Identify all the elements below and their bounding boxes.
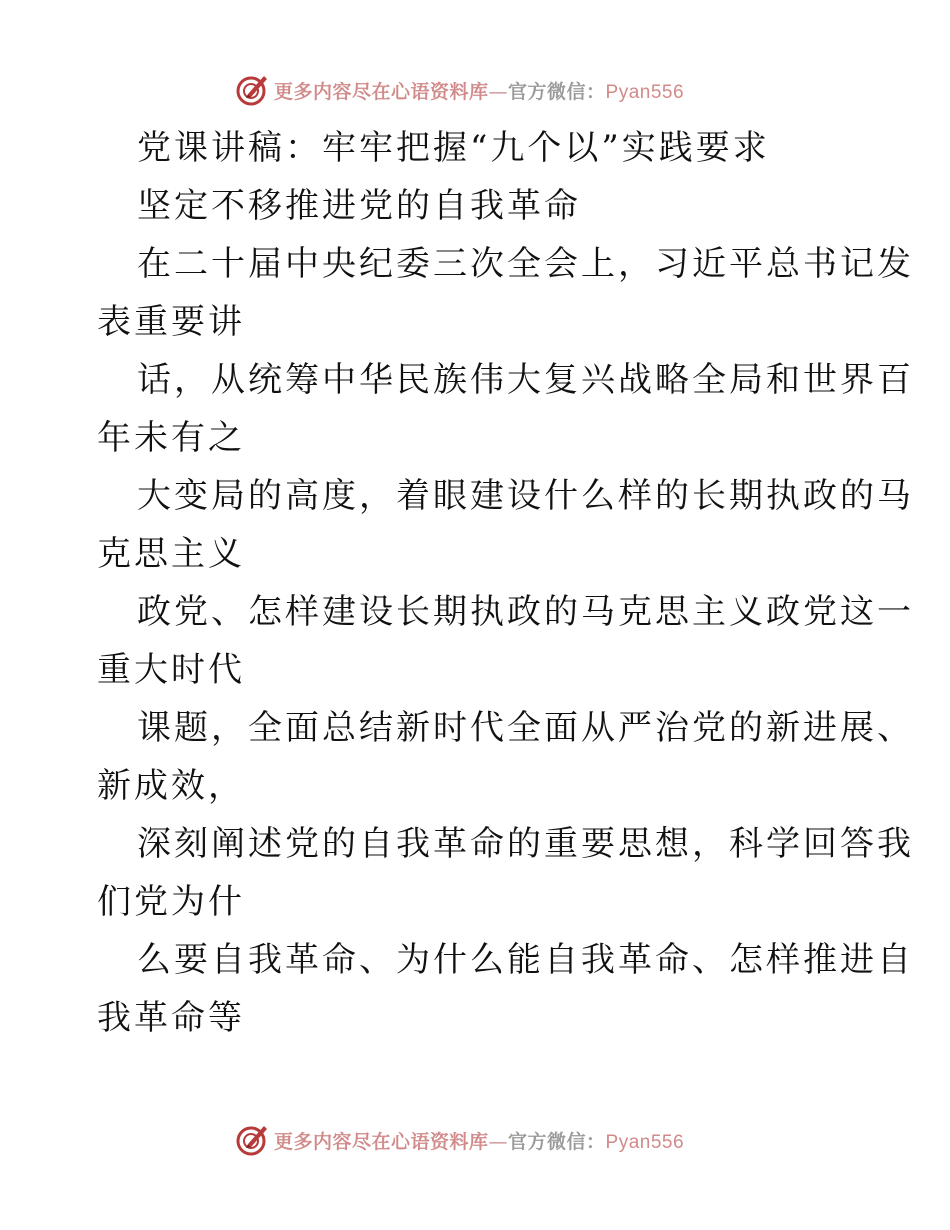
- footer-banner: [234, 1120, 684, 1160]
- header-banner-text: [274, 77, 684, 104]
- paragraph-line: 深刻阐述党的自我革命的重要思想，科学回答我: [137, 824, 914, 864]
- paragraph-line: 们党为什: [97, 882, 245, 922]
- paragraph-line: 在二十届中央纪委三次全会上，习近平总书记发: [137, 244, 914, 284]
- pen-nib-logo-icon: [234, 72, 270, 108]
- header-brand-text: 更多内容尽在心语资料库: [274, 80, 489, 103]
- header-wechat-id: Pyan556: [605, 81, 685, 103]
- paragraph-line: 政党、怎样建设长期执政的马克思主义政党这一: [137, 592, 914, 632]
- paragraph-line: 大变局的高度，着眼建设什么样的长期执政的马: [137, 476, 914, 516]
- paragraph-line: 课题，全面总结新时代全面从严治党的新进展、: [137, 708, 914, 748]
- footer-wechat-id: Pyan556: [605, 1131, 685, 1153]
- paragraph-line: 年未有之: [97, 418, 245, 458]
- footer-brand-text: 更多内容尽在心语资料库: [274, 1130, 489, 1153]
- paragraph-line: 重大时代: [97, 650, 245, 690]
- header-wechat-label: 官方微信：: [508, 80, 606, 103]
- footer-wechat-label: 官方微信：: [508, 1130, 606, 1153]
- paragraph-line: 表重要讲: [97, 302, 245, 342]
- document-title-line-1: 党课讲稿：牢牢把握“九个以”实践要求: [137, 128, 770, 168]
- header-separator: —: [488, 80, 509, 103]
- paragraph-line: 话，从统筹中华民族伟大复兴战略全局和世界百: [137, 360, 914, 400]
- paragraph-line: 新成效，: [97, 766, 245, 806]
- header-banner: [234, 70, 684, 110]
- footer-banner-text: [274, 1127, 684, 1154]
- footer-separator: —: [488, 1130, 509, 1153]
- document-title-line-2: 坚定不移推进党的自我革命: [137, 186, 581, 226]
- paragraph-line: 克思主义: [97, 534, 245, 574]
- paragraph-line: 么要自我革命、为什么能自我革命、怎样推进自: [137, 940, 914, 980]
- pen-nib-logo-icon: [234, 1122, 270, 1158]
- paragraph-line: 我革命等: [97, 998, 245, 1038]
